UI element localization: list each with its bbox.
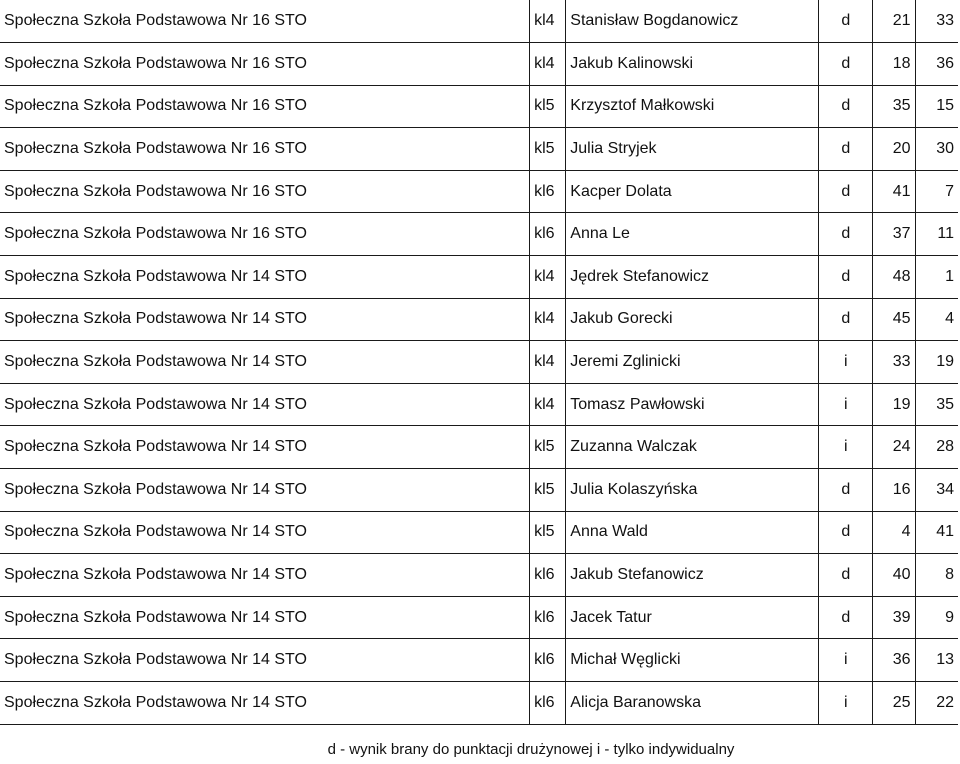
class-cell: kl6 xyxy=(530,639,566,682)
score-cell: 37 xyxy=(873,213,915,256)
score-cell: 25 xyxy=(873,681,915,724)
school-cell: Społeczna Szkoła Podstawowa Nr 14 STO xyxy=(0,426,530,469)
table-row xyxy=(0,213,958,256)
student-name-cell: Jakub Kalinowski xyxy=(566,43,819,86)
score-cell: 20 xyxy=(873,128,915,171)
place-cell: 33 xyxy=(915,0,958,43)
place-cell: 34 xyxy=(915,468,958,511)
place-cell: 41 xyxy=(915,511,958,554)
student-name-cell: Anna Le xyxy=(566,213,819,256)
class-cell: kl5 xyxy=(530,128,566,171)
school-cell: Społeczna Szkoła Podstawowa Nr 16 STO xyxy=(0,0,530,43)
student-name-cell: Jędrek Stefanowicz xyxy=(566,255,819,298)
table-row xyxy=(0,596,958,639)
table-row xyxy=(0,468,958,511)
student-name-cell: Julia Stryjek xyxy=(566,128,819,171)
result-type-cell: i xyxy=(819,341,873,384)
place-cell: 4 xyxy=(915,298,958,341)
school-cell: Społeczna Szkoła Podstawowa Nr 16 STO xyxy=(0,213,530,256)
school-cell: Społeczna Szkoła Podstawowa Nr 16 STO xyxy=(0,43,530,86)
place-cell: 1 xyxy=(915,255,958,298)
student-name-cell: Jeremi Zglinicki xyxy=(566,341,819,384)
class-cell: kl6 xyxy=(530,596,566,639)
result-type-cell: d xyxy=(819,554,873,597)
table-row xyxy=(0,426,958,469)
class-cell: kl5 xyxy=(530,85,566,128)
score-cell: 40 xyxy=(873,554,915,597)
result-type-cell: d xyxy=(819,468,873,511)
place-cell: 28 xyxy=(915,426,958,469)
school-cell: Społeczna Szkoła Podstawowa Nr 14 STO xyxy=(0,341,530,384)
place-cell: 36 xyxy=(915,43,958,86)
school-cell: Społeczna Szkoła Podstawowa Nr 14 STO xyxy=(0,511,530,554)
score-cell: 35 xyxy=(873,85,915,128)
place-cell: 9 xyxy=(915,596,958,639)
school-cell: Społeczna Szkoła Podstawowa Nr 14 STO xyxy=(0,596,530,639)
score-cell: 41 xyxy=(873,170,915,213)
result-type-cell: d xyxy=(819,298,873,341)
score-cell: 48 xyxy=(873,255,915,298)
student-name-cell: Michał Węglicki xyxy=(566,639,819,682)
table-row xyxy=(0,298,958,341)
score-cell: 45 xyxy=(873,298,915,341)
score-cell: 36 xyxy=(873,639,915,682)
class-cell: kl5 xyxy=(530,426,566,469)
score-cell: 18 xyxy=(873,43,915,86)
score-cell: 19 xyxy=(873,383,915,426)
place-cell: 15 xyxy=(915,85,958,128)
class-cell: kl6 xyxy=(530,554,566,597)
score-cell: 4 xyxy=(873,511,915,554)
result-type-cell: i xyxy=(819,681,873,724)
student-name-cell: Tomasz Pawłowski xyxy=(566,383,819,426)
student-name-cell: Jacek Tatur xyxy=(566,596,819,639)
class-cell: kl4 xyxy=(530,341,566,384)
table-row xyxy=(0,554,958,597)
class-cell: kl5 xyxy=(530,468,566,511)
place-cell: 35 xyxy=(915,383,958,426)
school-cell: Społeczna Szkoła Podstawowa Nr 14 STO xyxy=(0,639,530,682)
class-cell: kl6 xyxy=(530,681,566,724)
class-cell: kl4 xyxy=(530,43,566,86)
student-name-cell: Anna Wald xyxy=(566,511,819,554)
result-type-cell: d xyxy=(819,128,873,171)
table-row xyxy=(0,128,958,171)
student-name-cell: Jakub Gorecki xyxy=(566,298,819,341)
table-row xyxy=(0,681,958,724)
student-name-cell: Zuzanna Walczak xyxy=(566,426,819,469)
result-type-cell: i xyxy=(819,426,873,469)
legend-note: d - wynik brany do punktacji drużynowej i - tylko indywidualny xyxy=(327,741,735,758)
table-row xyxy=(0,341,958,384)
place-cell: 11 xyxy=(915,213,958,256)
result-type-cell: d xyxy=(819,170,873,213)
class-cell: kl4 xyxy=(530,298,566,341)
table-row xyxy=(0,383,958,426)
class-cell: kl4 xyxy=(530,0,566,43)
place-cell: 8 xyxy=(915,554,958,597)
student-name-cell: Alicja Baranowska xyxy=(566,681,819,724)
result-type-cell: d xyxy=(819,255,873,298)
class-cell: kl4 xyxy=(530,255,566,298)
result-type-cell: i xyxy=(819,383,873,426)
table-row xyxy=(0,511,958,554)
table-row xyxy=(0,170,958,213)
school-cell: Społeczna Szkoła Podstawowa Nr 16 STO xyxy=(0,170,530,213)
student-name-cell: Jakub Stefanowicz xyxy=(566,554,819,597)
result-type-cell: d xyxy=(819,596,873,639)
place-cell: 7 xyxy=(915,170,958,213)
class-cell: kl5 xyxy=(530,511,566,554)
result-type-cell: i xyxy=(819,639,873,682)
school-cell: Społeczna Szkoła Podstawowa Nr 14 STO xyxy=(0,468,530,511)
result-type-cell: d xyxy=(819,0,873,43)
school-cell: Społeczna Szkoła Podstawowa Nr 14 STO xyxy=(0,298,530,341)
result-type-cell: d xyxy=(819,85,873,128)
school-cell: Społeczna Szkoła Podstawowa Nr 14 STO xyxy=(0,554,530,597)
class-cell: kl6 xyxy=(530,213,566,256)
student-name-cell: Stanisław Bogdanowicz xyxy=(566,0,819,43)
student-name-cell: Julia Kolaszyńska xyxy=(566,468,819,511)
table-row xyxy=(0,85,958,128)
result-type-cell: d xyxy=(819,213,873,256)
student-name-cell: Kacper Dolata xyxy=(566,170,819,213)
place-cell: 22 xyxy=(915,681,958,724)
score-cell: 21 xyxy=(873,0,915,43)
class-cell: kl6 xyxy=(530,170,566,213)
school-cell: Społeczna Szkoła Podstawowa Nr 14 STO xyxy=(0,255,530,298)
table-row xyxy=(0,639,958,682)
score-cell: 33 xyxy=(873,341,915,384)
result-type-cell: d xyxy=(819,511,873,554)
score-cell: 24 xyxy=(873,426,915,469)
table-row xyxy=(0,0,958,43)
score-cell: 16 xyxy=(873,468,915,511)
place-cell: 19 xyxy=(915,341,958,384)
table-row xyxy=(0,43,958,86)
class-cell: kl4 xyxy=(530,383,566,426)
place-cell: 13 xyxy=(915,639,958,682)
student-name-cell: Krzysztof Małkowski xyxy=(566,85,819,128)
place-cell: 30 xyxy=(915,128,958,171)
table-row xyxy=(0,255,958,298)
score-cell: 39 xyxy=(873,596,915,639)
school-cell: Społeczna Szkoła Podstawowa Nr 16 STO xyxy=(0,85,530,128)
school-cell: Społeczna Szkoła Podstawowa Nr 16 STO xyxy=(0,128,530,171)
school-cell: Społeczna Szkoła Podstawowa Nr 14 STO xyxy=(0,681,530,724)
result-type-cell: d xyxy=(819,43,873,86)
school-cell: Społeczna Szkoła Podstawowa Nr 14 STO xyxy=(0,383,530,426)
